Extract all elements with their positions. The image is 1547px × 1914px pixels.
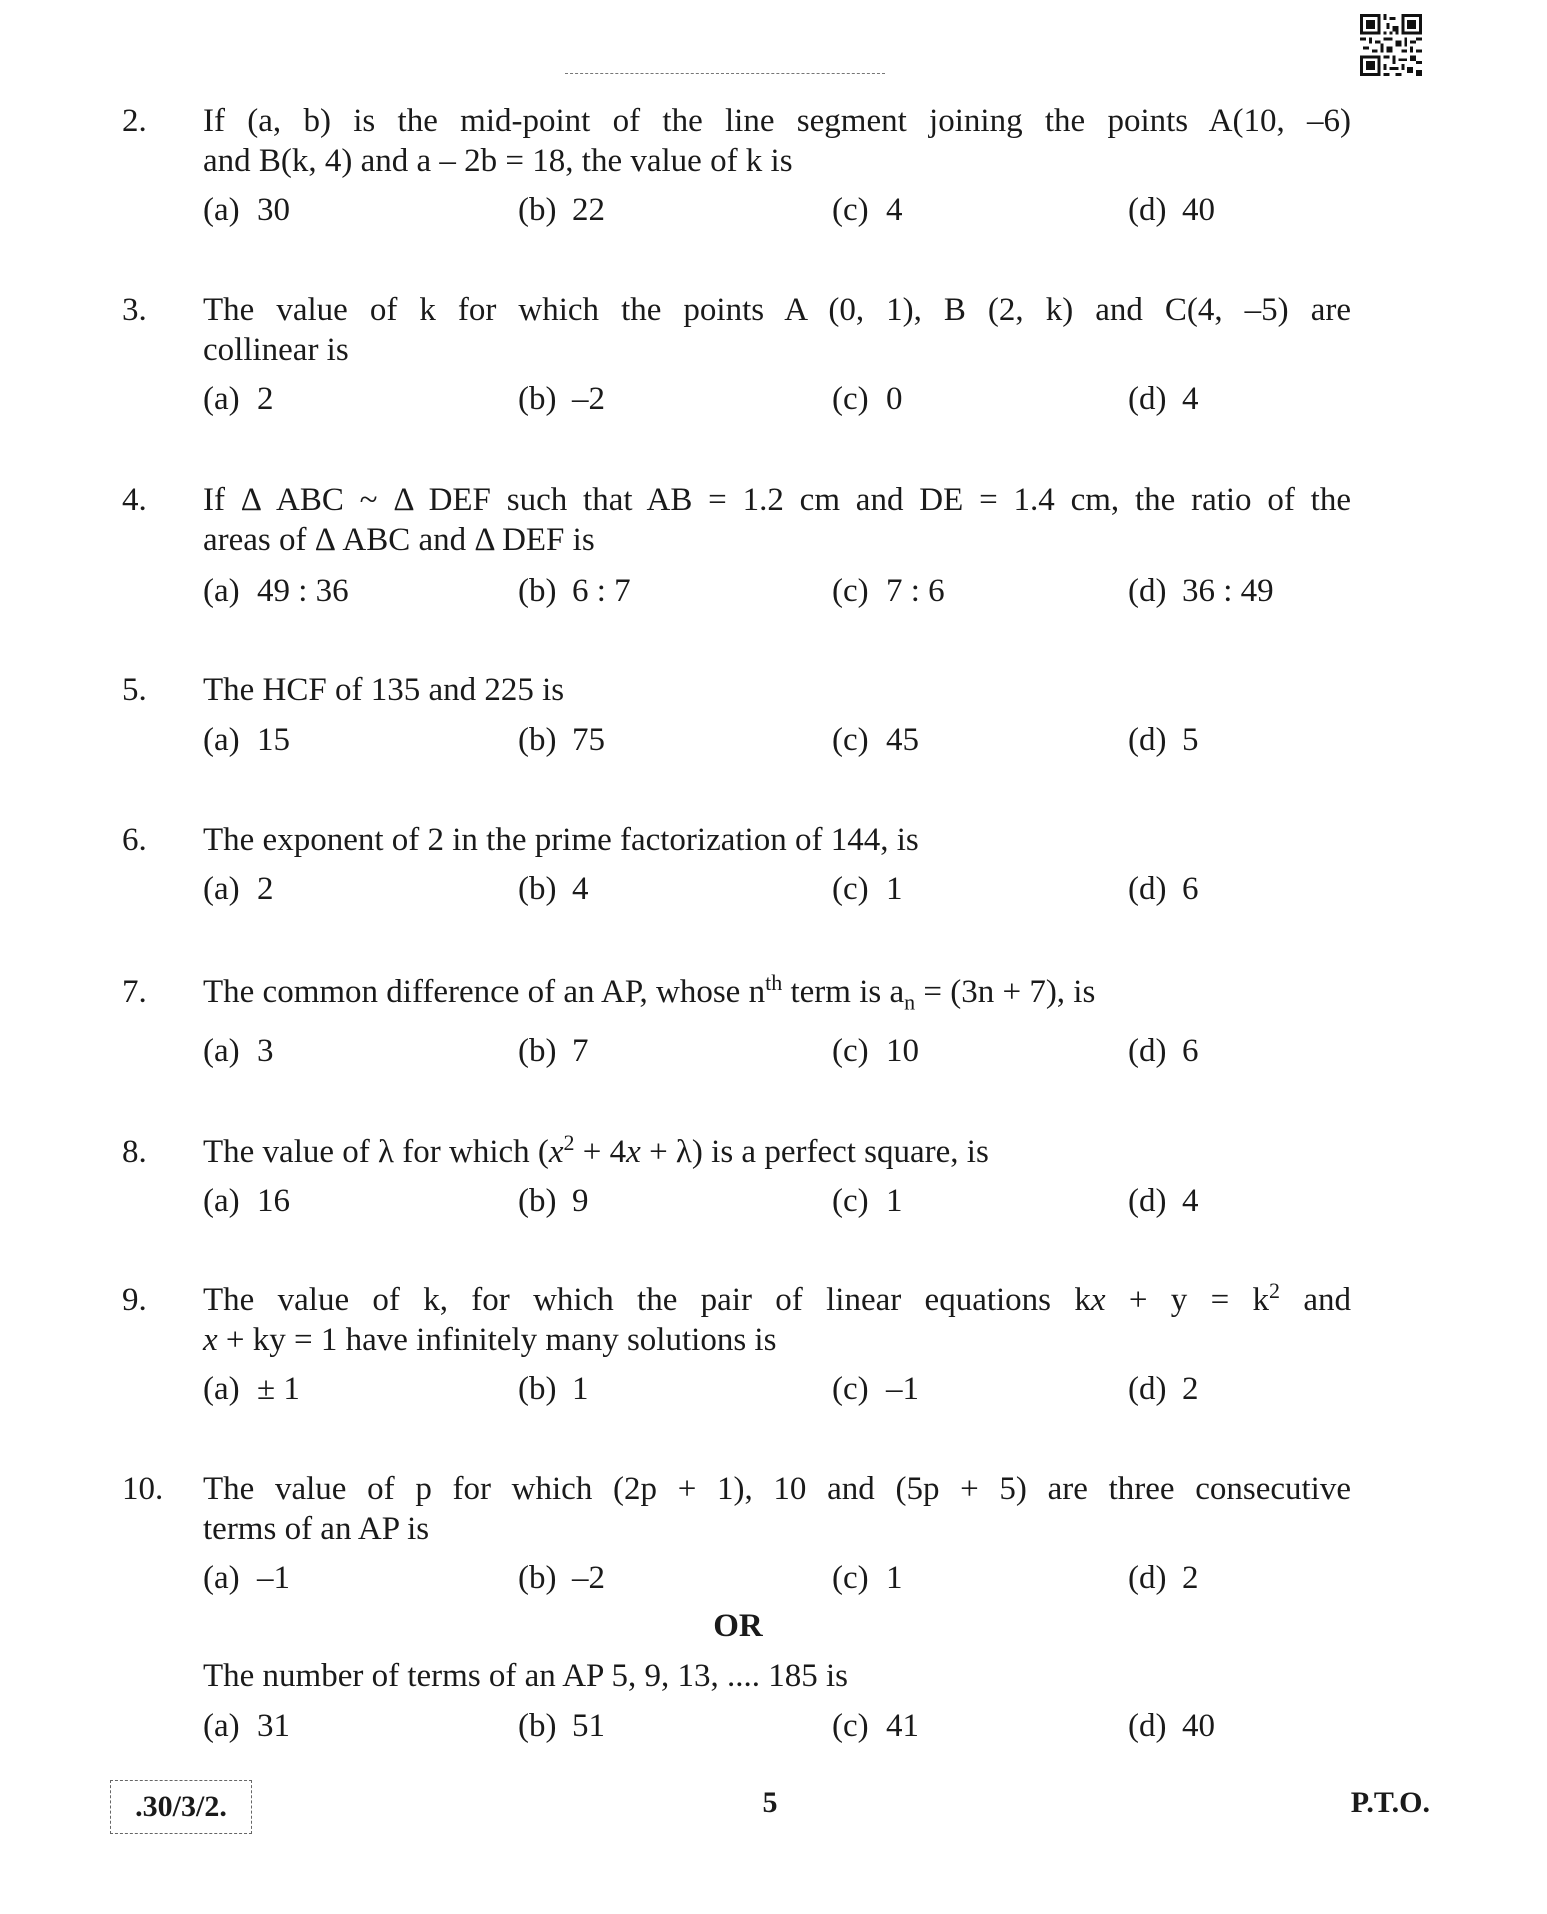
question-text-line-2: areas of Δ ABC and Δ DEF is <box>203 522 595 558</box>
question-text <box>203 290 1351 370</box>
question-number: 4. <box>122 482 147 518</box>
question-text-line-1: The common difference of an AP, whose $n^{th}$ term is $a_n = (3n + 7)$, is <box>203 970 1096 1015</box>
option-c: (c) 4 <box>832 192 903 228</box>
option-c: (c) 1 <box>832 1183 903 1219</box>
option-b: (b) 7 <box>518 1033 589 1069</box>
option-a: (a) 31 <box>203 1708 290 1744</box>
question-text-line-2: collinear is <box>203 332 349 368</box>
option-a: (a) 3 <box>203 1033 274 1069</box>
option-d: (d) 4 <box>1128 381 1199 417</box>
option-c: (c) 10 <box>832 1033 919 1069</box>
question-text-line-1: The HCF of 135 and 225 is <box>203 672 565 708</box>
option-a: (a) 16 <box>203 1183 290 1219</box>
option-a: (a) 49 : 36 <box>203 573 349 609</box>
question-text-line-1: The value of λ for which $(x^2 + 4x + \lambda)$ is a perfect square, is <box>203 1130 989 1170</box>
question-number: 10. <box>122 1471 164 1507</box>
question-text-line-1: The value of k for which the points A (0, 1), B (2, k) and C(4, –5) are <box>203 292 1351 328</box>
option-d: (d) 2 <box>1128 1560 1199 1596</box>
question-text <box>203 480 1351 560</box>
question-text <box>203 101 1351 181</box>
option-c: (c) 0 <box>832 381 903 417</box>
option-a: (a) ± 1 <box>203 1371 300 1407</box>
or-separator: OR <box>713 1608 763 1644</box>
option-b: (b) –2 <box>518 381 605 417</box>
question-text <box>203 820 1351 860</box>
question-number: 9. <box>122 1282 147 1318</box>
option-b: (b) 75 <box>518 722 605 758</box>
option-d: (d) 40 <box>1128 1708 1215 1744</box>
question-text <box>203 1132 1351 1172</box>
option-c: (c) 1 <box>832 871 903 907</box>
question-number: 5. <box>122 672 147 708</box>
option-b: (b) 22 <box>518 192 605 228</box>
question-text <box>203 670 1351 710</box>
alternate-question-text: The number of terms of an AP 5, 9, 13, .... 185 is <box>203 1658 848 1694</box>
option-b: (b) 6 : 7 <box>518 573 631 609</box>
question-text-line-2: and B(k, 4) and a – 2b = 18, the value of k is <box>203 143 793 179</box>
option-a: (a) 2 <box>203 381 274 417</box>
options-row <box>0 1031 1547 1071</box>
option-d: (d) 4 <box>1128 1183 1199 1219</box>
options-row <box>0 571 1547 611</box>
question-text-line-1: If Δ ABC ~ Δ DEF such that AB = 1.2 cm and DE = 1.4 cm, the ratio of the <box>203 482 1351 518</box>
page-number: 5 <box>762 1786 778 1819</box>
question-number: 2. <box>122 103 147 139</box>
top-divider <box>565 73 885 74</box>
question-number: 7. <box>122 974 147 1010</box>
question-number: 6. <box>122 822 147 858</box>
options-row <box>0 379 1547 419</box>
option-d: (d) 36 : 49 <box>1128 573 1274 609</box>
option-b: (b) –2 <box>518 1560 605 1596</box>
options-row <box>0 190 1547 230</box>
question-text <box>203 1280 1351 1360</box>
options-row <box>0 869 1547 909</box>
options-row <box>0 1369 1547 1409</box>
please-turn-over-label: P.T.O. <box>1350 1786 1430 1819</box>
option-d: (d) 40 <box>1128 192 1215 228</box>
qr-code-icon <box>1360 14 1422 76</box>
option-b: (b) 4 <box>518 871 589 907</box>
alternate-options-row <box>0 1706 1547 1746</box>
options-row <box>0 1181 1547 1221</box>
option-a: (a) 2 <box>203 871 274 907</box>
question-text <box>203 1469 1351 1549</box>
option-c: (c) 1 <box>832 1560 903 1596</box>
option-c: (c) 7 : 6 <box>832 573 945 609</box>
option-d: (d) 2 <box>1128 1371 1199 1407</box>
question-text-line-2: x + ky = 1 have infinitely many solutions is <box>203 1322 777 1358</box>
option-c: (c) 41 <box>832 1708 919 1744</box>
option-d: (d) 6 <box>1128 1033 1199 1069</box>
option-a: (a) 30 <box>203 192 290 228</box>
options-row <box>0 1558 1547 1598</box>
options-row <box>0 720 1547 760</box>
option-b: (b) 9 <box>518 1183 589 1219</box>
option-c: (c) –1 <box>832 1371 919 1407</box>
question-text-line-1: The value of k, for which the pair of linear equations kx + $y = k^2$ and <box>203 1278 1351 1318</box>
option-b: (b) 1 <box>518 1371 589 1407</box>
question-text-line-1: If (a, b) is the mid-point of the line segment joining the points A(10, –6) <box>203 103 1351 139</box>
option-c: (c) 45 <box>832 722 919 758</box>
option-d: (d) 5 <box>1128 722 1199 758</box>
question-text-line-2: terms of an AP is <box>203 1511 430 1547</box>
option-a: (a) –1 <box>203 1560 290 1596</box>
option-a: (a) 15 <box>203 722 290 758</box>
question-number: 8. <box>122 1134 147 1170</box>
question-text-line-1: The value of p for which (2p + 1), 10 and (5p + 5) are three consecutive <box>203 1471 1351 1507</box>
paper-code-box: .30/3/2. <box>110 1780 252 1834</box>
option-d: (d) 6 <box>1128 871 1199 907</box>
question-text-line-1: The exponent of 2 in the prime factorization of 144, is <box>203 822 919 858</box>
question-text <box>203 970 1351 1015</box>
question-number: 3. <box>122 292 147 328</box>
option-b: (b) 51 <box>518 1708 605 1744</box>
